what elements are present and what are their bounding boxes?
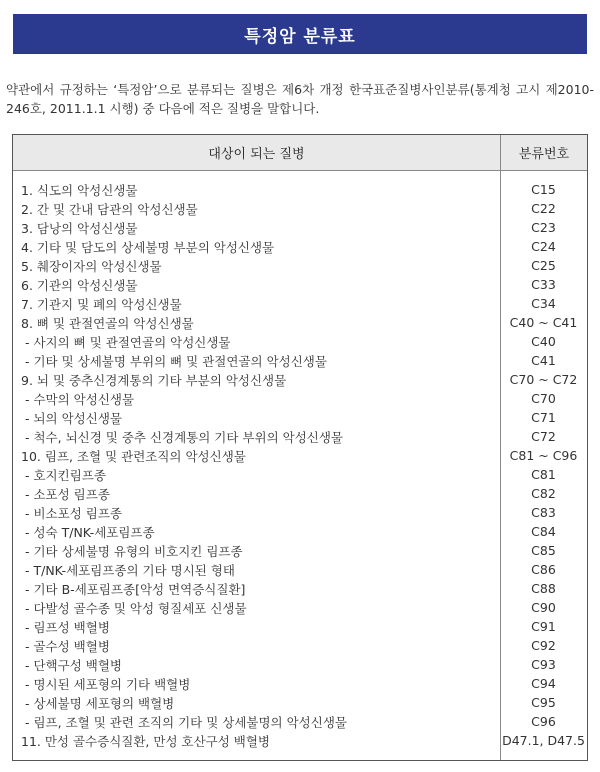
classification-code: C22 [531,201,556,216]
classification-code: C34 [531,296,556,311]
classification-code: C24 [531,239,556,254]
classification-code: C94 [531,676,556,691]
page-title-bar [13,14,587,54]
classification-code: C86 [531,562,556,577]
table-row [13,579,587,598]
table-row [13,598,587,617]
table-row [13,180,587,199]
table-row [13,655,587,674]
disease-name: - 다발성 골수종 및 악성 형질세포 신생물 [25,600,247,616]
classification-code: C92 [531,638,556,653]
code-column-header: 분류번호 [518,147,570,162]
disease-name: - 기타 및 상세불명 부위의 뼈 및 관절연골의 악성신생물 [25,353,327,369]
table-row [13,389,587,408]
table-row [13,256,587,275]
disease-name: - 명시된 세포형의 기타 백혈병 [25,676,191,692]
page-title: 특정암 분류표 [244,26,356,47]
disease-name: 3. 담낭의 악성신생물 [21,220,138,236]
table-row [13,712,587,731]
intro-paragraph: 약관에서 규정하는 ‘특정암’으로 분류되는 질병은 제6차 개정 한국표준질병사인분류(통계청 고시 제2010-246호, 2011.1.1 시행) 중 다음에 적은 질병을 말합니다. [6,82,594,116]
disease-column-header: 대상이 되는 질병 [13,135,501,170]
table-row [13,218,587,237]
disease-name: 6. 기관의 악성신생물 [21,277,138,293]
classification-code: C23 [531,220,556,235]
disease-name: - 기타 상세불명 유형의 비호지킨 림프종 [25,543,243,559]
table-row [13,370,587,389]
classification-code: C70 ~ C72 [509,372,578,387]
table-row [13,294,587,313]
classification-code: C33 [531,277,556,292]
disease-name: 11. 만성 골수증식질환, 만성 호산구성 백혈병 [21,733,270,749]
classification-code: C85 [531,543,556,558]
table-row [13,408,587,427]
table-body [13,180,587,750]
table-header [13,135,587,171]
disease-name: - 기타 B-세포림프종[악성 면역증식질환] [25,581,246,597]
disease-name: - 척수, 뇌신경 및 중추 신경계통의 기타 부위의 악성신생물 [25,429,343,445]
disease-name: 1. 식도의 악성신생물 [21,182,138,198]
table-row [13,446,587,465]
classification-code: C93 [531,657,556,672]
disease-name: - 사지의 뼈 및 관절연골의 악성신생물 [25,334,231,350]
disease-name: 5. 췌장이자의 악성신생물 [21,258,162,274]
disease-name: - 상세불명 세포형의 백혈병 [25,695,175,711]
table-row [13,275,587,294]
disease-name: - 림프성 백혈병 [25,619,110,635]
table-row [13,313,587,332]
classification-code: C81 ~ C96 [509,448,578,463]
classification-code: C83 [531,505,556,520]
classification-code: D47.1, D47.5 [502,733,585,748]
table-row [13,484,587,503]
table-row [13,465,587,484]
disease-name: - 호지킨림프종 [25,467,106,483]
table-row [13,199,587,218]
table-row [13,693,587,712]
disease-name: - 림프, 조혈 및 관련 조직의 기타 및 상세불명의 악성신생물 [25,714,347,730]
classification-code: C25 [531,258,556,273]
disease-name: 9. 뇌 및 중추신경계통의 기타 부분의 악성신생물 [21,372,287,388]
table-row [13,560,587,579]
classification-code: C88 [531,581,556,596]
classification-code: C72 [531,429,556,444]
disease-name: - T/NK-세포림프종의 기타 명시된 형태 [25,562,235,578]
classification-code: C96 [531,714,556,729]
table-row [13,674,587,693]
classification-code: C84 [531,524,556,539]
table-row [13,237,587,256]
classification-code: C95 [531,695,556,710]
table-row [13,522,587,541]
disease-name: - 골수성 백혈병 [25,638,110,654]
classification-code: C90 [531,600,556,615]
table-row [13,636,587,655]
table-row [13,351,587,370]
classification-code: C70 [531,391,556,406]
disease-name: - 비소포성 림프종 [25,505,122,521]
disease-name: 10. 림프, 조혈 및 관련조직의 악성신생물 [21,448,246,464]
classification-code: C71 [531,410,556,425]
disease-name: 7. 기관지 및 폐의 악성신생물 [21,296,182,312]
disease-name: - 뇌의 악성신생물 [25,410,122,426]
classification-code: C91 [531,619,556,634]
classification-code: C82 [531,486,556,501]
disease-name: 4. 기타 및 담도의 상세불명 부분의 악성신생물 [21,239,275,255]
disease-name: 2. 간 및 간내 담관의 악성신생물 [21,201,198,217]
classification-code: C81 [531,467,556,482]
classification-table [12,134,588,761]
table-row [13,541,587,560]
classification-code: C15 [531,182,556,197]
disease-name: - 성숙 T/NK-세포림프종 [25,524,155,540]
classification-code: C40 [531,334,556,349]
classification-code: C40 ~ C41 [509,315,578,330]
disease-name: - 단핵구성 백혈병 [25,657,122,673]
table-row [13,731,587,750]
table-row [13,503,587,522]
table-row [13,617,587,636]
disease-name: 8. 뼈 및 관절연골의 악성신생물 [21,315,194,331]
classification-code: C41 [531,353,556,368]
table-row [13,332,587,351]
disease-name: - 소포성 림프종 [25,486,110,502]
disease-name: - 수막의 악성신생물 [25,391,135,407]
table-row [13,427,587,446]
